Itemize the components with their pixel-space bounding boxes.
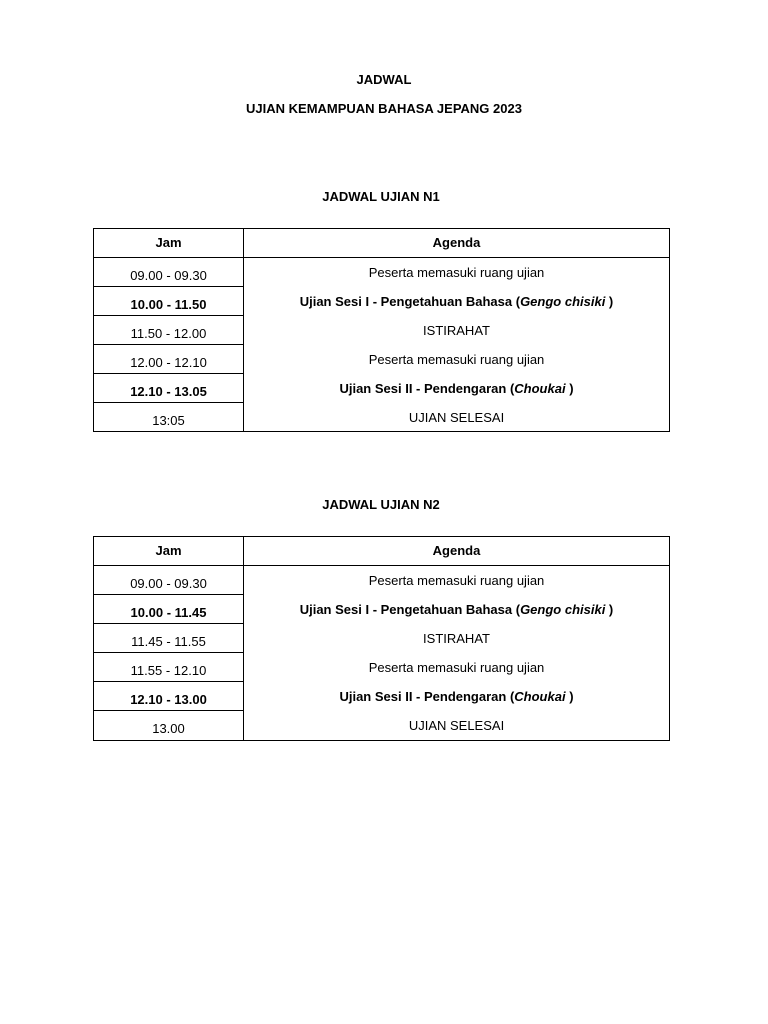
n1-jam-cell: 10.00 - 11.50: [94, 287, 243, 316]
n2-jam-column: [94, 566, 244, 740]
n2-agenda-item: Ujian Sesi II - Pendengaran (Choukai ): [339, 689, 574, 704]
n1-header-row: [94, 229, 669, 258]
n2-heading: JADWAL UJIAN N2: [322, 497, 440, 512]
n2-jam-cell: 12.10 - 13.00: [94, 682, 243, 711]
n1-jam-column: [94, 258, 244, 432]
n1-jam-cell: 09.00 - 09.30: [94, 258, 243, 287]
n1-jam-cell: 12.00 - 12.10: [94, 345, 243, 374]
n2-header-row: [94, 537, 669, 566]
document-subtitle: UJIAN KEMAMPUAN BAHASA JEPANG 2023: [246, 101, 522, 116]
n2-agenda-column: [244, 566, 669, 740]
n1-heading: JADWAL UJIAN N1: [322, 189, 440, 204]
n2-agenda-item: UJIAN SELESAI: [408, 718, 505, 733]
document-title: JADWAL: [356, 72, 412, 87]
n1-agenda-item: ISTIRAHAT: [423, 323, 490, 338]
n2-col-jam-header: Jam: [94, 537, 244, 565]
n2-schedule-table: [93, 536, 670, 741]
n1-agenda-item: UJIAN SELESAI: [408, 410, 505, 425]
n1-schedule-table: [93, 228, 670, 432]
n2-col-agenda-header: Agenda: [432, 543, 481, 558]
n2-jam-cell: 11.55 - 12.10: [94, 653, 243, 682]
n1-col-jam-header: Jam: [94, 229, 244, 257]
n2-jam-cell: 13.00: [152, 721, 185, 736]
n1-agenda-item: Ujian Sesi I - Pengetahuan Bahasa (Gengo chisiki ): [299, 294, 614, 309]
n2-agenda-item: ISTIRAHAT: [423, 631, 490, 646]
n2-jam-cell: 11.45 - 11.55: [94, 624, 243, 653]
n2-agenda-item: Peserta memasuki ruang ujian: [368, 660, 545, 675]
n1-jam-cell: 12.10 - 13.05: [94, 374, 243, 403]
n1-col-agenda-header: Agenda: [432, 235, 481, 250]
n1-agenda-column: [244, 258, 669, 432]
n2-jam-cell: 10.00 - 11.45: [94, 595, 243, 624]
n2-agenda-item: Ujian Sesi I - Pengetahuan Bahasa (Gengo chisiki ): [299, 602, 614, 617]
n1-agenda-item: Peserta memasuki ruang ujian: [368, 352, 545, 367]
n1-agenda-item: Ujian Sesi II - Pendengaran (Choukai ): [339, 381, 574, 396]
n1-jam-cell: 13:05: [152, 413, 185, 428]
n2-jam-cell: 09.00 - 09.30: [94, 566, 243, 595]
n1-agenda-item: Peserta memasuki ruang ujian: [368, 265, 545, 280]
n2-agenda-item: Peserta memasuki ruang ujian: [368, 573, 545, 588]
n1-jam-cell: 11.50 - 12.00: [94, 316, 243, 345]
